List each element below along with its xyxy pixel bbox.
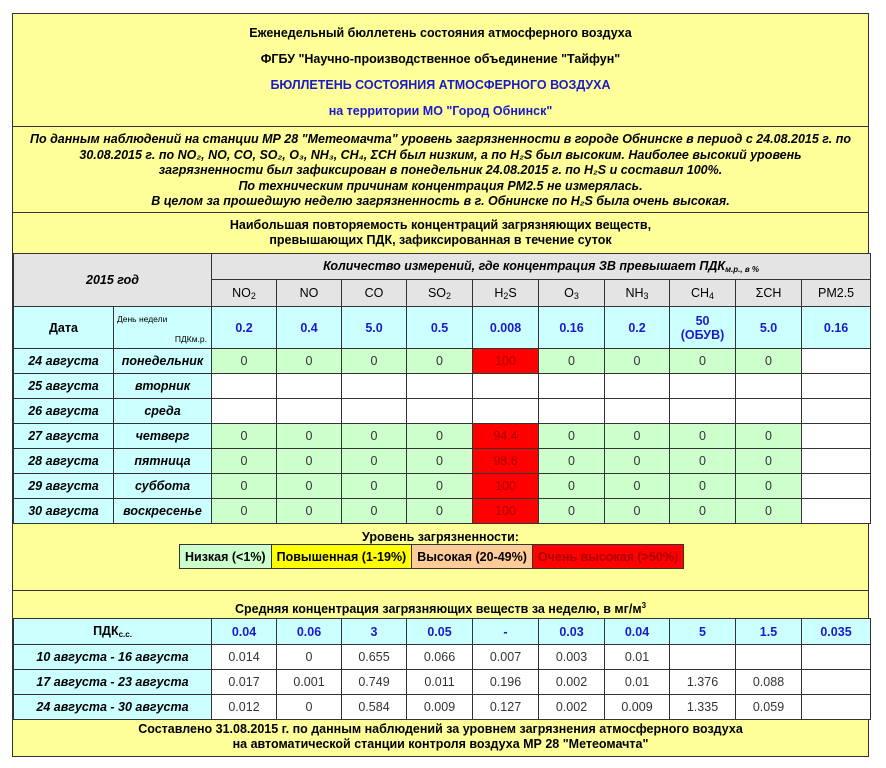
footer-text	[13, 722, 868, 752]
value-cell: 0	[277, 499, 342, 524]
value-cell: 0	[212, 499, 277, 524]
pdk-limit-cell: 0.16	[539, 307, 605, 349]
compound-base: SO	[427, 285, 447, 300]
value-cell	[539, 374, 605, 399]
summary-line: В целом за прошедшую неделю загрязненность в г. Обнинске по H₂S была очень высокая.	[151, 194, 730, 208]
mean-value-cell: 0.001	[277, 670, 342, 695]
compound-base: PM2.5	[818, 286, 855, 300]
daily-title-line: Наибольшая повторяемость концентраций загрязняющих веществ,	[229, 218, 652, 232]
table-row	[14, 670, 871, 695]
pdk-ss-limit-cell: 3	[342, 619, 407, 645]
value-cell: 0	[605, 349, 670, 374]
value-cell	[277, 374, 342, 399]
weekly-title-text: Средняя концентрация загрязняющих веществ за неделю, в мг/м	[234, 602, 642, 617]
value-cell	[802, 399, 871, 424]
pdk-ss-limit-cell: 0.06	[277, 619, 342, 645]
table-row	[14, 449, 871, 474]
pdk-label: ПДКм.р.	[174, 333, 208, 344]
mean-value-cell	[670, 645, 736, 670]
pdk-limit-cell: 5.0	[342, 307, 407, 349]
value-cell: 0	[736, 449, 802, 474]
compound-base: O	[564, 285, 574, 300]
pdk-ss-text: ПДК	[93, 624, 119, 638]
value-cell	[212, 374, 277, 399]
mean-value-cell: 0.014	[212, 645, 277, 670]
value-cell: 0	[342, 474, 407, 499]
compound-base: CO	[364, 286, 384, 300]
value-cell: 0	[736, 474, 802, 499]
value-cell	[802, 374, 871, 399]
value-cell: 100	[473, 474, 539, 499]
value-cell	[670, 374, 736, 399]
value-cell: 100	[473, 499, 539, 524]
pdk-limit-cell: 0.5	[407, 307, 473, 349]
summary-line: загрязненности был зафиксирован в понедельник 24.08.2015 г. по H₂S и составил 100%.	[158, 163, 723, 177]
value-cell: 94.4	[473, 424, 539, 449]
value-cell	[407, 399, 473, 424]
summary-line: По техническим причинам концентрация PM2.5 не измерялась.	[238, 178, 643, 193]
value-cell: 0	[212, 349, 277, 374]
compound-header	[407, 280, 473, 307]
compound-header	[736, 280, 802, 307]
value-cell: 0	[407, 499, 473, 524]
diagonal-header	[114, 307, 212, 349]
summary-line: 30.08.2015 г. по NO₂, NO, CO, SO₂, O₃, NH₃, CH₄, ΣCH был низким, а по H₂S был высоким. Наиболее высокий уровень	[79, 147, 802, 162]
compound-header	[670, 280, 736, 307]
mean-value-cell: 0.01	[605, 645, 670, 670]
value-cell: 0	[277, 349, 342, 374]
pdk-ss-limit-cell: 5	[670, 619, 736, 645]
value-cell	[605, 374, 670, 399]
value-cell: 0	[407, 424, 473, 449]
value-cell: 0	[670, 474, 736, 499]
compound-base: CH	[690, 285, 710, 300]
value-cell	[802, 474, 871, 499]
mean-value-cell: 0.009	[605, 695, 670, 720]
value-cell	[736, 399, 802, 424]
value-cell: 0	[277, 474, 342, 499]
value-cell	[407, 374, 473, 399]
mean-value-cell: 0.196	[473, 670, 539, 695]
value-cell	[342, 399, 407, 424]
compound-subscript: 2	[250, 290, 256, 301]
pdk-ss-sub: с.с.	[118, 630, 132, 639]
period-cell: 17 августа - 23 августа	[14, 670, 212, 695]
mean-value-cell	[802, 670, 871, 695]
value-cell: 0	[605, 474, 670, 499]
pdk-ss-limit-cell: -	[473, 619, 539, 645]
pdk-limit-cell: 5.0	[736, 307, 802, 349]
mean-value-cell: 0.009	[407, 695, 473, 720]
table-row	[14, 499, 871, 524]
pdk-ss-header	[14, 619, 212, 645]
compound-header	[212, 280, 277, 307]
table-row	[14, 474, 871, 499]
value-cell: 98.6	[473, 449, 539, 474]
value-cell: 0	[670, 449, 736, 474]
weekday-cell: четверг	[114, 424, 212, 449]
legend-item: Высокая (20-49%)	[412, 545, 533, 569]
value-cell: 0	[342, 499, 407, 524]
date-cell: 28 августа	[14, 449, 114, 474]
footer-line: на автоматической станции контроля воздуха МР 28 "Метеомачта"	[232, 737, 649, 751]
mean-value-cell	[736, 645, 802, 670]
measure-header-text: Количество измерений, где концентрация ЗВ превышает ПДК	[323, 259, 726, 273]
value-cell: 100	[473, 349, 539, 374]
daily-exceedance-table	[13, 253, 871, 524]
territory-title: на территории МО "Город Обнинск"	[328, 104, 553, 118]
compound-subscript: 2	[503, 290, 509, 301]
period-cell: 10 августа - 16 августа	[14, 645, 212, 670]
value-cell: 0	[736, 424, 802, 449]
value-cell	[736, 374, 802, 399]
compound-header	[473, 280, 539, 307]
mean-value-cell: 0.066	[407, 645, 473, 670]
table-row	[14, 645, 871, 670]
compound-subscript: 2	[446, 290, 452, 301]
mean-value-cell: 0.002	[539, 670, 605, 695]
value-cell: 0	[539, 474, 605, 499]
daily-section-title	[13, 218, 868, 248]
weekly-limits-row	[14, 619, 871, 645]
value-cell: 0	[670, 349, 736, 374]
mean-value-cell: 1.335	[670, 695, 736, 720]
weekday-cell: воскресенье	[114, 499, 212, 524]
summary-text	[13, 132, 868, 210]
compound-subscript: 3	[573, 290, 579, 301]
value-cell	[342, 374, 407, 399]
compound-header	[342, 280, 407, 307]
mean-value-cell: 0.007	[473, 645, 539, 670]
value-cell: 0	[342, 449, 407, 474]
pdk-ss-limit-cell: 1.5	[736, 619, 802, 645]
value-cell	[473, 399, 539, 424]
pdk-limit-cell: 0.16	[802, 307, 871, 349]
weekday-cell: среда	[114, 399, 212, 424]
divider	[13, 126, 868, 127]
value-cell	[670, 399, 736, 424]
weekday-label: День недели	[117, 313, 168, 324]
value-cell: 0	[605, 449, 670, 474]
value-cell: 0	[407, 449, 473, 474]
measure-header-sub: м.р., в %	[725, 265, 759, 274]
mean-value-cell	[802, 695, 871, 720]
table-row	[14, 695, 871, 720]
table-row	[14, 399, 871, 424]
pdk-ss-limit-cell: 0.04	[605, 619, 670, 645]
mean-value-cell: 0.655	[342, 645, 407, 670]
value-cell: 0	[736, 349, 802, 374]
compound-base: NO	[299, 286, 319, 300]
value-cell: 0	[539, 349, 605, 374]
mean-value-cell	[802, 645, 871, 670]
mean-value-cell: 0.088	[736, 670, 802, 695]
value-cell: 0	[342, 424, 407, 449]
date-cell: 27 августа	[14, 424, 114, 449]
mean-value-cell: 0.01	[605, 670, 670, 695]
summary-line: По данным наблюдений на станции МР 28 "Метеомачта" уровень загрязненности в городе Обнинске в период с 24.08.2015 г. по	[29, 132, 852, 146]
date-cell: 30 августа	[14, 499, 114, 524]
year-header: 2015 год	[14, 254, 212, 307]
mean-value-cell: 0	[277, 645, 342, 670]
legend-title: Уровень загрязненности:	[362, 530, 519, 544]
mean-value-cell: 0.584	[342, 695, 407, 720]
limits-row	[14, 307, 871, 349]
legend-item: Повышенная (1-19%)	[271, 545, 412, 569]
value-cell	[605, 399, 670, 424]
weekday-cell: суббота	[114, 474, 212, 499]
value-cell: 0	[212, 424, 277, 449]
value-cell	[277, 399, 342, 424]
bulletin-subtitle: Еженедельный бюллетень состояния атмосферного воздуха	[249, 26, 632, 40]
weekly-section-title	[13, 598, 868, 617]
compound-base: NO	[232, 285, 251, 300]
divider	[13, 590, 868, 591]
value-cell: 0	[605, 424, 670, 449]
pdk-limit-cell: 50 (ОБУВ)	[670, 307, 736, 349]
pdk-ss-limit-cell: 0.04	[212, 619, 277, 645]
value-cell: 0	[539, 424, 605, 449]
period-cell: 24 августа - 30 августа	[14, 695, 212, 720]
date-cell: 24 августа	[14, 349, 114, 374]
mean-value-cell: 0.127	[473, 695, 539, 720]
mean-value-cell: 0.002	[539, 695, 605, 720]
legend-item: Низкая (<1%)	[180, 545, 272, 569]
value-cell	[802, 449, 871, 474]
value-cell: 0	[212, 474, 277, 499]
value-cell: 0	[212, 449, 277, 474]
mean-value-cell: 0.017	[212, 670, 277, 695]
weekday-cell: понедельник	[114, 349, 212, 374]
value-cell: 0	[342, 349, 407, 374]
compound-header	[802, 280, 871, 307]
weekday-cell: вторник	[114, 374, 212, 399]
value-cell: 0	[670, 499, 736, 524]
value-cell	[802, 424, 871, 449]
weekday-cell: пятница	[114, 449, 212, 474]
legend-item: Очень высокая (>50%)	[532, 545, 683, 569]
table-row	[14, 349, 871, 374]
value-cell: 0	[670, 424, 736, 449]
weekly-mean-table	[13, 618, 871, 720]
organization-name: ФГБУ "Научно-производственное объединение "Тайфун"	[260, 52, 621, 66]
mean-value-cell: 1.376	[670, 670, 736, 695]
table-row	[14, 424, 871, 449]
value-cell: 0	[277, 449, 342, 474]
pollution-legend	[179, 544, 684, 569]
pdk-ss-limit-cell: 0.035	[802, 619, 871, 645]
value-cell: 0	[736, 499, 802, 524]
compound-header	[277, 280, 342, 307]
value-cell: 0	[605, 499, 670, 524]
pdk-limit-cell: 0.4	[277, 307, 342, 349]
compound-subscript: 3	[643, 290, 649, 301]
pdk-limit-cell: 0.2	[605, 307, 670, 349]
compound-base: NH	[625, 285, 644, 300]
compound-header	[605, 280, 670, 307]
value-cell: 0	[539, 449, 605, 474]
pdk-ss-limit-cell: 0.05	[407, 619, 473, 645]
value-cell: 0	[407, 349, 473, 374]
compound-subscript: 4	[709, 290, 715, 301]
value-cell	[802, 499, 871, 524]
value-cell	[802, 349, 871, 374]
value-cell: 0	[277, 424, 342, 449]
value-cell	[212, 399, 277, 424]
daily-title-line: превышающих ПДК, зафиксированная в течение суток	[269, 233, 612, 247]
compound-tail: S	[508, 285, 517, 300]
pdk-limit-cell: 0.008	[473, 307, 539, 349]
bulletin-title: БЮЛЛЕТЕНЬ СОСТОЯНИЯ АТМОСФЕРНОГО ВОЗДУХА	[270, 78, 611, 92]
weekly-title-sup: 3	[641, 601, 647, 610]
compound-header	[539, 280, 605, 307]
value-cell	[473, 374, 539, 399]
pdk-ss-limit-cell: 0.03	[539, 619, 605, 645]
compound-base: H	[494, 285, 504, 300]
date-cell: 26 августа	[14, 399, 114, 424]
mean-value-cell: 0.003	[539, 645, 605, 670]
compound-base: ΣCH	[755, 286, 782, 300]
date-cell: 29 августа	[14, 474, 114, 499]
mean-value-cell: 0.012	[212, 695, 277, 720]
measure-header	[212, 254, 871, 280]
mean-value-cell: 0.749	[342, 670, 407, 695]
mean-value-cell: 0.059	[736, 695, 802, 720]
bulletin-frame	[12, 13, 869, 757]
value-cell	[539, 399, 605, 424]
pdk-limit-cell: 0.2	[212, 307, 277, 349]
divider	[13, 212, 868, 213]
value-cell: 0	[407, 474, 473, 499]
date-cell: 25 августа	[14, 374, 114, 399]
mean-value-cell: 0	[277, 695, 342, 720]
value-cell: 0	[539, 499, 605, 524]
table-row	[14, 374, 871, 399]
footer-line: Составлено 31.08.2015 г. по данным наблюдений за уровнем загрязнения атмосферного воздуха	[138, 722, 743, 736]
mean-value-cell: 0.011	[407, 670, 473, 695]
date-header: Дата	[14, 307, 114, 349]
